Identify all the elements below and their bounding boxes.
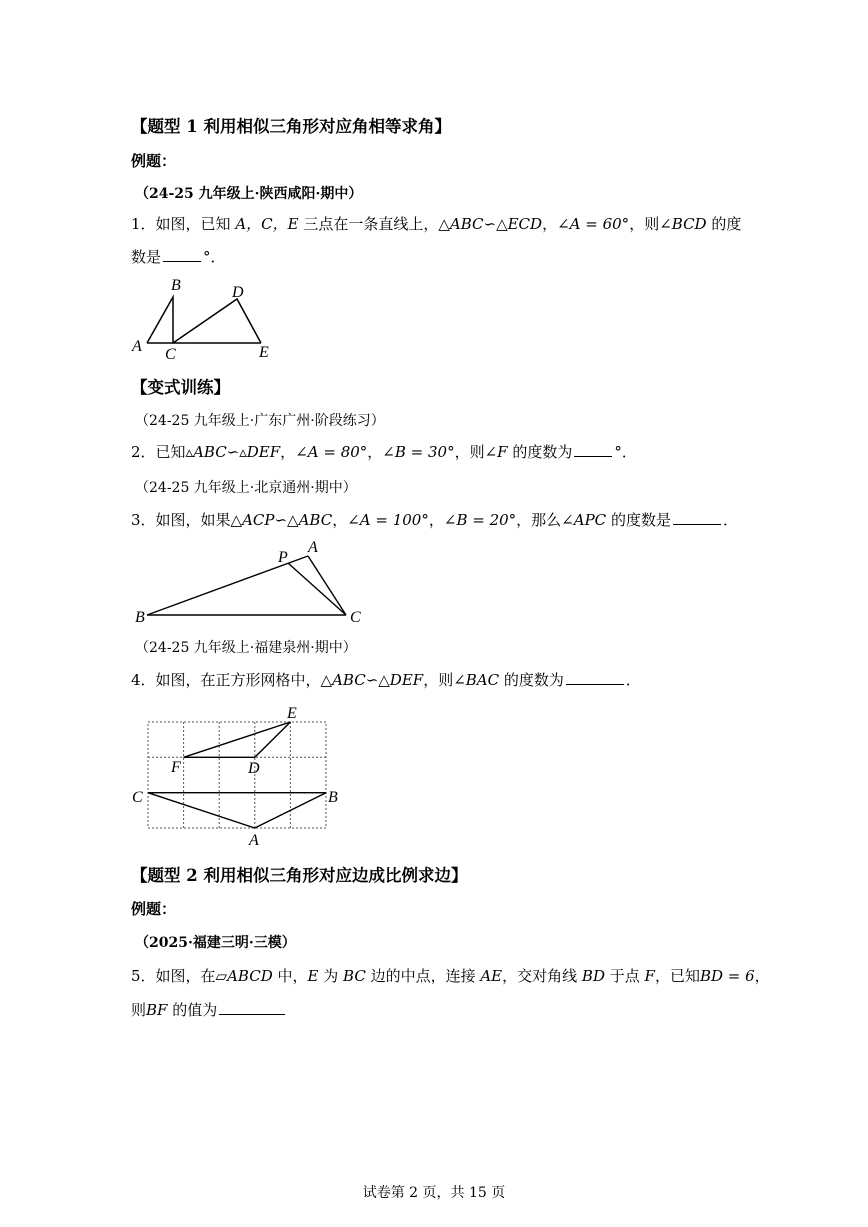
q2-text: ，: [280, 443, 296, 461]
q5-side-bc: BC: [343, 967, 366, 985]
q1-text: ，: [542, 215, 558, 233]
q5-text: 中，: [272, 967, 308, 985]
label-c: C: [132, 789, 143, 806]
q4-text: ．: [625, 671, 641, 689]
q3-text: 3．如图，如果: [131, 511, 231, 529]
q1-points: A，C，E: [235, 215, 299, 233]
label-b: B: [328, 789, 338, 806]
q3-answer-blank[interactable]: [673, 510, 721, 525]
q1-figure: [125, 275, 285, 365]
label-c: C: [350, 609, 361, 626]
q4-text: ，则: [423, 671, 454, 689]
q1-answer-blank[interactable]: [163, 247, 201, 262]
q4-text: 的度数为: [499, 671, 564, 689]
q4-source: （24-25 九年级上·福建泉州·期中）: [135, 640, 357, 656]
q4-similarity: △ABC∽△DEF: [320, 671, 424, 689]
section-2-title: 【题型 2 利用相似三角形对应边成比例求边】: [131, 866, 468, 885]
q1-text: 三点在一条直线上，: [298, 215, 439, 233]
q5-line-2: [131, 999, 287, 1021]
label-c: C: [165, 346, 176, 363]
q5-text: ，: [754, 967, 770, 985]
q5-text: 边的中点，连接: [365, 967, 481, 985]
q1-similarity: △ABC∽△ECD: [438, 215, 543, 233]
q1-text: 的度: [706, 215, 742, 233]
q2-text: °．: [614, 443, 637, 461]
q4-asked-angle: ∠BAC: [453, 671, 500, 689]
label-e: E: [287, 705, 297, 722]
q5-line-1: [131, 965, 770, 987]
q2-text: ，: [367, 443, 383, 461]
q3-text: ．: [722, 511, 738, 529]
q2-answer-blank[interactable]: [574, 442, 612, 457]
triangle-def: [184, 722, 291, 757]
q3-line: [131, 509, 738, 531]
q1-text: 数是: [131, 248, 162, 266]
q3-similarity: △ACP∽△ABC: [230, 511, 333, 529]
q5-text: 的值为: [167, 1001, 218, 1019]
label-e: E: [259, 344, 269, 361]
q3-text: ，: [428, 511, 444, 529]
q5-point-e: E: [307, 967, 319, 985]
q1-given-angle: ∠A = 60°: [557, 215, 630, 233]
q5-text: 则: [131, 1001, 147, 1019]
q2-text: ，则: [454, 443, 485, 461]
q2-source: （24-25 九年级上·广东广州·阶段练习）: [135, 413, 385, 429]
q5-segment-ae: AE: [480, 967, 503, 985]
q3-source: （24-25 九年级上·北京通州·期中）: [135, 480, 357, 496]
q5-text: ，交对角线: [502, 967, 582, 985]
q1-asked-angle: ∠BCD: [659, 215, 707, 233]
q2-asked-angle: ∠F: [484, 443, 508, 461]
triangle-abc: [148, 793, 326, 828]
q2-line: [131, 441, 637, 463]
triangle-abc: [147, 297, 173, 343]
q2-angle-b: ∠B = 30°: [382, 443, 455, 461]
label-d: D: [232, 284, 244, 301]
q2-similarity: ▵ABC∽▵DEF: [185, 443, 281, 461]
q5-point-f: F: [644, 967, 655, 985]
label-b: B: [171, 277, 181, 294]
q1-text: °．: [203, 248, 226, 266]
q5-diagonal-bd: BD: [581, 967, 605, 985]
q1-text: ，则: [629, 215, 660, 233]
q5-given: BD = 6: [699, 967, 755, 985]
section-1-title: 【题型 1 利用相似三角形对应角相等求角】: [131, 117, 451, 136]
q3-angle-b: ∠B = 20°: [443, 511, 517, 529]
label-b: B: [135, 609, 145, 626]
q5-text: 于点: [604, 967, 645, 985]
triangle-ecd: [173, 299, 261, 343]
q3-text: ，那么: [516, 511, 562, 529]
q5-parallelogram: ▱ABCD: [215, 967, 273, 985]
q5-text: 为: [318, 967, 344, 985]
variant-title: 【变式训练】: [131, 378, 230, 397]
q3-text: 的度数是: [606, 511, 671, 529]
label-d: D: [248, 760, 260, 777]
q5-text: ，已知: [654, 967, 700, 985]
example-label: 例题：: [131, 152, 177, 170]
q2-angle-a: ∠A = 80°: [295, 443, 368, 461]
q4-answer-blank[interactable]: [566, 670, 624, 685]
example-label-2: 例题：: [131, 900, 177, 918]
q5-answer-blank[interactable]: [219, 1000, 285, 1015]
q5-source: （2025·福建三明·三模）: [135, 935, 296, 951]
label-f: F: [171, 759, 181, 776]
q3-asked-angle: ∠APC: [561, 511, 607, 529]
q3-angle-a: ∠A = 100°: [347, 511, 429, 529]
label-a: A: [308, 539, 318, 556]
q2-text: 的度数为: [507, 443, 573, 461]
q4-line: [131, 669, 641, 691]
label-a: A: [132, 338, 142, 355]
q5-text: 5．如图，在: [131, 967, 216, 985]
q1-line-2: [131, 246, 226, 268]
q5-segment-bf: BF: [146, 1001, 168, 1019]
q2-text: 2．已知: [131, 443, 186, 461]
q3-text: ，: [332, 511, 348, 529]
q1-line-1: [131, 213, 741, 235]
q4-grid-figure: [125, 702, 350, 850]
q3-figure: [130, 538, 370, 630]
label-a: A: [249, 832, 259, 849]
label-p: P: [278, 549, 288, 566]
q1-source: （24-25 九年级上·陕西咸阳·期中）: [135, 186, 363, 202]
q1-text: 1．如图，已知: [131, 215, 236, 233]
page-footer: 试卷第 2 页，共 15 页: [362, 1185, 506, 1201]
q4-text: 4．如图，在正方形网格中，: [131, 671, 321, 689]
